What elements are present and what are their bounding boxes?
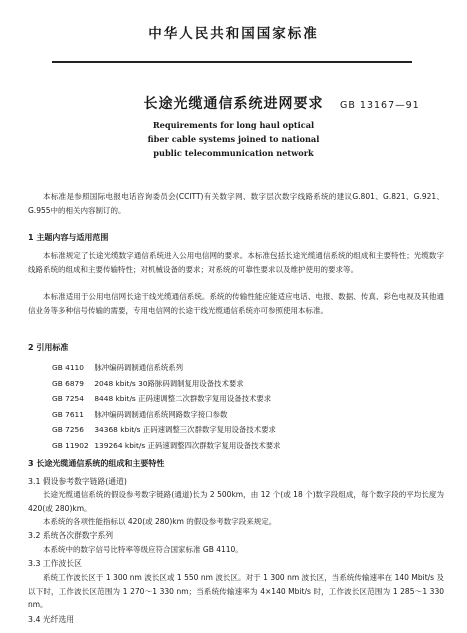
- body-paragraph: 系统工作波长区于 1 300 nm 波长区或 1 550 nm 波长区。对于 1 300 nm 波长区，当系统传输速率在 140 Mbit/s 及以下时，工作波长区范围为 1 270～1 330 nm；当系统传输速率为 4×140 Mbit/s 时，工作波长区范围为 1 285～1 330 nm。: [28, 573, 444, 609]
- english-title-line: fiber cable systems joined to national: [147, 134, 320, 144]
- body-paragraph: 本标准规定了长途光缆数字通信系统进入公用电信网的要求。本标准包括长途光缆通信系统的组成和主要特性；光缆数字线路系统的组成和主要传输特性；对机械设备的要求；对系统的可靠性要求以及维护使用的要求等。: [28, 251, 444, 274]
- body-paragraph: 本系统中的数字信号比特率等级应符合国家标准 GB 4110。: [43, 545, 243, 554]
- reference-title: 34368 kbit/s 正码速调整三次群数字复用设备技术要求: [94, 425, 276, 434]
- reference-code: GB 6879: [52, 378, 84, 388]
- document-title-chinese: 长途光缆通信系统进网要求: [143, 96, 324, 112]
- subsection-heading: 3.1 假设参考数字链路(通道): [28, 477, 127, 486]
- body-paragraph: 长途光缆通信系统的假设参考数字链路(通道)长为 2 500km，由 12 个(或 18 个)数字段组成，每个数字段的平均长度为 420(或 280)km。: [28, 490, 444, 513]
- reference-title: 8448 kbit/s 正码速调整二次群数字复用设备技术要求: [94, 394, 272, 403]
- standard-number: GB 13167—91: [340, 100, 420, 111]
- reference-item: [52, 393, 442, 409]
- reference-item: [52, 424, 442, 440]
- reference-item: [52, 362, 442, 378]
- subsection-heading: 3.4 光纤选用: [28, 615, 75, 624]
- reference-title: 2048 kbit/s 30路脉码调制复用设备技术要求: [94, 378, 244, 388]
- reference-item: [52, 440, 442, 456]
- section-heading: 1 主题内容与适用范围: [28, 233, 109, 242]
- reference-code: GB 11902: [52, 440, 89, 450]
- section-heading: 3 长途光缆通信系统的组成和主要特性: [28, 459, 165, 468]
- reference-code: GB 7256: [52, 425, 84, 434]
- reference-list: [52, 362, 442, 455]
- subsection-heading: 3.2 系统各次群数字系列: [28, 531, 114, 540]
- reference-item: [52, 409, 442, 425]
- reference-title: 脉冲编码调制通信系统系列: [94, 363, 184, 372]
- reference-code: GB 4110: [52, 363, 84, 372]
- subsection-heading: 3.3 工作波长区: [28, 559, 82, 568]
- reference-item: [52, 378, 442, 394]
- reference-code: GB 7611: [52, 409, 84, 419]
- reference-code: GB 7254: [52, 394, 84, 403]
- reference-title: 139264 kbit/s 正码速调整四次群数字复用设备技术要求: [94, 440, 281, 450]
- english-title-line: public telecommunication network: [153, 148, 314, 158]
- english-title-line: Requirements for long haul optical: [152, 120, 315, 130]
- section-heading: 2 引用标准: [28, 343, 69, 352]
- national-standard-header: 中华人民共和国国家标准: [148, 26, 319, 42]
- body-paragraph: 本系统的各项性能指标以 420(或 280)km 的假设参考数字段来规定。: [43, 517, 277, 526]
- document-title-english: [0, 118, 467, 160]
- header-rule: [52, 61, 412, 63]
- body-paragraph: 本标准适用于公用电信网长途干线光缆通信系统。系统的传输性能应能适应电话、电报、数据、传真、彩色电视及其他通信业务等多种信号传输的需要，专用电信网的长途干线光缆通信系统亦可参照使用本标准。: [28, 292, 444, 315]
- intro-paragraph: 本标准是参照国际电报电话咨询委员会(CCITT)有关数字网、数字层次数字线路系统的建议G.801、G.821、G.921、G.955中的相关内容制订的。: [28, 192, 444, 215]
- reference-title: 脉冲编码调制通信系统网路数字接口参数: [94, 409, 228, 419]
